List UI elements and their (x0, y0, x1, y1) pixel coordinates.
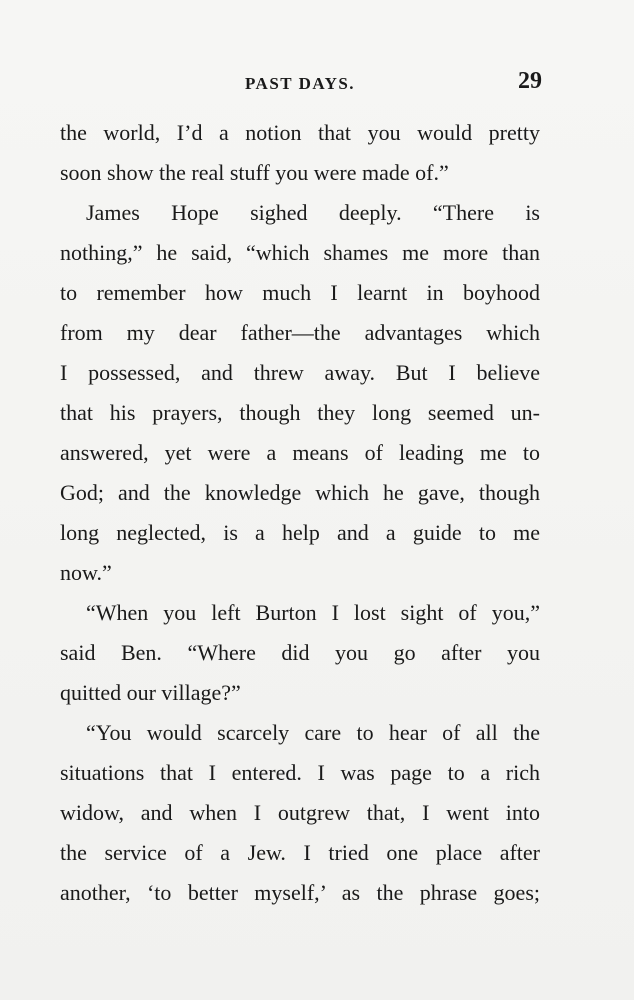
text-line: from my dear father—the advantages which (60, 320, 540, 345)
text-line: answered, yet were a means of leading me to (60, 440, 540, 465)
text-line: soon show the real stuff you were made of.” (60, 160, 449, 185)
text-line: now.” (60, 560, 112, 585)
text-line: the service of a Jew. I tried one place after (60, 840, 540, 865)
text-line: to remember how much I learnt in boyhood (60, 280, 540, 305)
running-title: PAST DAYS. (244, 74, 356, 93)
page-number: 29 (518, 68, 542, 94)
text-line: I possessed, and threw away. But I believe (60, 360, 540, 385)
text-line: situations that I entered. I was page to a rich (60, 760, 540, 785)
text-line: widow, and when I outgrew that, I went into (60, 800, 540, 825)
text-line: quitted our village?” (60, 680, 241, 705)
text-line: another, ‘to better myself,’ as the phrase goes; (60, 880, 540, 905)
text-line: James Hope sighed deeply. “There is (86, 200, 540, 225)
text-line: that his prayers, though they long seemed un- (60, 400, 540, 425)
text-line: “You would scarcely care to hear of all the (86, 720, 540, 745)
text-line: long neglected, is a help and a guide to me (60, 520, 540, 545)
text-line: said Ben. “Where did you go after you (60, 640, 540, 665)
running-head (60, 68, 540, 98)
text-line: “When you left Burton I lost sight of you,” (86, 600, 540, 625)
body-text (60, 113, 540, 913)
text-line: nothing,” he said, “which shames me more than (60, 240, 540, 265)
text-line: the world, I’d a notion that you would pretty (60, 120, 540, 145)
text-line: God; and the knowledge which he gave, though (60, 480, 540, 505)
